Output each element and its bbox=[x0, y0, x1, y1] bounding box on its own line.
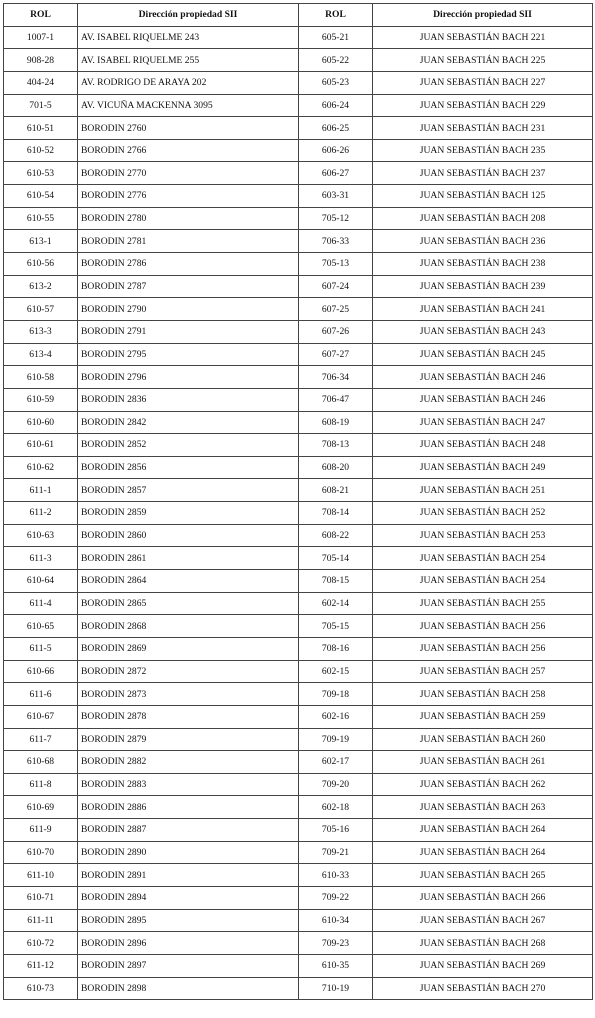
address-left-cell: BORODIN 2781 bbox=[78, 230, 299, 253]
address-left-cell: BORODIN 2787 bbox=[78, 275, 299, 298]
address-left-cell: BORODIN 2896 bbox=[78, 932, 299, 955]
rol-right-cell: 705-16 bbox=[299, 819, 373, 842]
rol-left-cell: 611-5 bbox=[4, 637, 78, 660]
rol-right-cell: 605-21 bbox=[299, 26, 373, 49]
rol-left-cell: 610-61 bbox=[4, 434, 78, 457]
table-row bbox=[4, 162, 593, 185]
address-left-cell: BORODIN 2864 bbox=[78, 570, 299, 593]
rol-right-cell: 708-15 bbox=[299, 570, 373, 593]
rol-right-cell: 607-26 bbox=[299, 320, 373, 343]
address-right-cell: JUAN SEBASTIÁN BACH 266 bbox=[373, 886, 593, 909]
rol-right-cell: 708-13 bbox=[299, 434, 373, 457]
address-right-cell: JUAN SEBASTIÁN BACH 236 bbox=[373, 230, 593, 253]
rol-right-cell: 606-24 bbox=[299, 94, 373, 117]
rol-right-cell: 602-18 bbox=[299, 796, 373, 819]
address-left-cell: BORODIN 2852 bbox=[78, 434, 299, 457]
rol-right-cell: 602-16 bbox=[299, 705, 373, 728]
address-left-cell: AV. VICUÑA MACKENNA 3095 bbox=[78, 94, 299, 117]
address-left-cell: BORODIN 2796 bbox=[78, 366, 299, 389]
rol-left-cell: 610-62 bbox=[4, 456, 78, 479]
rol-right-cell: 607-27 bbox=[299, 343, 373, 366]
rol-left-cell: 610-69 bbox=[4, 796, 78, 819]
address-right-cell: JUAN SEBASTIÁN BACH 258 bbox=[373, 683, 593, 706]
table-row bbox=[4, 909, 593, 932]
table-row bbox=[4, 26, 593, 49]
table-body bbox=[4, 26, 593, 1000]
address-right-cell: JUAN SEBASTIÁN BACH 253 bbox=[373, 524, 593, 547]
rol-left-cell: 613-1 bbox=[4, 230, 78, 253]
table-header-row bbox=[4, 4, 593, 27]
rol-left-cell: 908-28 bbox=[4, 49, 78, 72]
address-left-cell: BORODIN 2895 bbox=[78, 909, 299, 932]
address-left-cell: BORODIN 2857 bbox=[78, 479, 299, 502]
address-right-cell: JUAN SEBASTIÁN BACH 247 bbox=[373, 411, 593, 434]
rol-left-cell: 610-63 bbox=[4, 524, 78, 547]
table-row bbox=[4, 592, 593, 615]
address-left-cell: BORODIN 2795 bbox=[78, 343, 299, 366]
address-left-cell: BORODIN 2760 bbox=[78, 117, 299, 140]
address-left-cell: BORODIN 2786 bbox=[78, 253, 299, 276]
address-left-cell: BORODIN 2856 bbox=[78, 456, 299, 479]
rol-right-cell: 606-26 bbox=[299, 139, 373, 162]
address-left-cell: BORODIN 2861 bbox=[78, 547, 299, 570]
address-right-cell: JUAN SEBASTIÁN BACH 208 bbox=[373, 207, 593, 230]
address-right-cell: JUAN SEBASTIÁN BACH 225 bbox=[373, 49, 593, 72]
table-row bbox=[4, 434, 593, 457]
rol-left-cell: 611-4 bbox=[4, 592, 78, 615]
address-left-cell: BORODIN 2882 bbox=[78, 751, 299, 774]
address-right-cell: JUAN SEBASTIÁN BACH 252 bbox=[373, 502, 593, 525]
address-left-cell: BORODIN 2883 bbox=[78, 773, 299, 796]
address-right-cell: JUAN SEBASTIÁN BACH 249 bbox=[373, 456, 593, 479]
rol-right-cell: 710-19 bbox=[299, 977, 373, 1000]
table-row bbox=[4, 864, 593, 887]
address-left-cell: BORODIN 2836 bbox=[78, 388, 299, 411]
address-right-cell: JUAN SEBASTIÁN BACH 254 bbox=[373, 570, 593, 593]
rol-left-cell: 610-60 bbox=[4, 411, 78, 434]
address-right-cell: JUAN SEBASTIÁN BACH 229 bbox=[373, 94, 593, 117]
rol-right-cell: 709-18 bbox=[299, 683, 373, 706]
address-right-cell: JUAN SEBASTIÁN BACH 259 bbox=[373, 705, 593, 728]
address-right-cell: JUAN SEBASTIÁN BACH 256 bbox=[373, 615, 593, 638]
table-row bbox=[4, 253, 593, 276]
rol-right-cell: 705-15 bbox=[299, 615, 373, 638]
rol-left-cell: 610-73 bbox=[4, 977, 78, 1000]
address-right-cell: JUAN SEBASTIÁN BACH 254 bbox=[373, 547, 593, 570]
rol-left-cell: 1007-1 bbox=[4, 26, 78, 49]
rol-left-cell: 610-51 bbox=[4, 117, 78, 140]
table-row bbox=[4, 886, 593, 909]
table-row bbox=[4, 570, 593, 593]
address-right-cell: JUAN SEBASTIÁN BACH 248 bbox=[373, 434, 593, 457]
address-left-cell: AV. RODRIGO DE ARAYA 202 bbox=[78, 71, 299, 94]
rol-right-cell: 610-34 bbox=[299, 909, 373, 932]
rol-right-cell: 709-21 bbox=[299, 841, 373, 864]
address-left-cell: BORODIN 2890 bbox=[78, 841, 299, 864]
table-row bbox=[4, 615, 593, 638]
table-row bbox=[4, 94, 593, 117]
address-left-cell: BORODIN 2878 bbox=[78, 705, 299, 728]
table-row bbox=[4, 320, 593, 343]
table-row bbox=[4, 796, 593, 819]
rol-right-cell: 708-16 bbox=[299, 637, 373, 660]
rol-right-cell: 706-34 bbox=[299, 366, 373, 389]
table-row bbox=[4, 117, 593, 140]
address-right-cell: JUAN SEBASTIÁN BACH 241 bbox=[373, 298, 593, 321]
address-right-cell: JUAN SEBASTIÁN BACH 238 bbox=[373, 253, 593, 276]
table-row bbox=[4, 977, 593, 1000]
address-right-cell: JUAN SEBASTIÁN BACH 260 bbox=[373, 728, 593, 751]
table-row bbox=[4, 660, 593, 683]
address-right-cell: JUAN SEBASTIÁN BACH 257 bbox=[373, 660, 593, 683]
table-row bbox=[4, 502, 593, 525]
header-rol-right: ROL bbox=[299, 4, 373, 27]
rol-left-cell: 701-5 bbox=[4, 94, 78, 117]
address-right-cell: JUAN SEBASTIÁN BACH 265 bbox=[373, 864, 593, 887]
rol-left-cell: 610-70 bbox=[4, 841, 78, 864]
rol-left-cell: 610-72 bbox=[4, 932, 78, 955]
table-row bbox=[4, 479, 593, 502]
rol-right-cell: 607-25 bbox=[299, 298, 373, 321]
rol-right-cell: 602-15 bbox=[299, 660, 373, 683]
table-row bbox=[4, 275, 593, 298]
address-left-cell: BORODIN 2791 bbox=[78, 320, 299, 343]
rol-left-cell: 610-59 bbox=[4, 388, 78, 411]
rol-right-cell: 708-14 bbox=[299, 502, 373, 525]
address-right-cell: JUAN SEBASTIÁN BACH 237 bbox=[373, 162, 593, 185]
address-left-cell: BORODIN 2898 bbox=[78, 977, 299, 1000]
rol-left-cell: 611-8 bbox=[4, 773, 78, 796]
address-left-cell: AV. ISABEL RIQUELME 243 bbox=[78, 26, 299, 49]
rol-left-cell: 610-55 bbox=[4, 207, 78, 230]
property-roles-table bbox=[3, 3, 593, 1000]
address-right-cell: JUAN SEBASTIÁN BACH 246 bbox=[373, 388, 593, 411]
address-left-cell: BORODIN 2868 bbox=[78, 615, 299, 638]
address-right-cell: JUAN SEBASTIÁN BACH 264 bbox=[373, 841, 593, 864]
rol-right-cell: 607-24 bbox=[299, 275, 373, 298]
table-row bbox=[4, 343, 593, 366]
rol-right-cell: 709-23 bbox=[299, 932, 373, 955]
address-right-cell: JUAN SEBASTIÁN BACH 239 bbox=[373, 275, 593, 298]
table-row bbox=[4, 456, 593, 479]
rol-left-cell: 613-3 bbox=[4, 320, 78, 343]
address-left-cell: BORODIN 2790 bbox=[78, 298, 299, 321]
rol-left-cell: 610-52 bbox=[4, 139, 78, 162]
table-row bbox=[4, 841, 593, 864]
address-right-cell: JUAN SEBASTIÁN BACH 231 bbox=[373, 117, 593, 140]
rol-left-cell: 613-4 bbox=[4, 343, 78, 366]
rol-left-cell: 610-64 bbox=[4, 570, 78, 593]
address-right-cell: JUAN SEBASTIÁN BACH 221 bbox=[373, 26, 593, 49]
address-left-cell: BORODIN 2891 bbox=[78, 864, 299, 887]
rol-left-cell: 611-10 bbox=[4, 864, 78, 887]
table-row bbox=[4, 139, 593, 162]
table-row bbox=[4, 230, 593, 253]
rol-left-cell: 611-11 bbox=[4, 909, 78, 932]
address-left-cell: BORODIN 2770 bbox=[78, 162, 299, 185]
table-row bbox=[4, 298, 593, 321]
address-left-cell: BORODIN 2897 bbox=[78, 954, 299, 977]
address-right-cell: JUAN SEBASTIÁN BACH 267 bbox=[373, 909, 593, 932]
rol-right-cell: 706-47 bbox=[299, 388, 373, 411]
address-left-cell: BORODIN 2894 bbox=[78, 886, 299, 909]
address-left-cell: BORODIN 2869 bbox=[78, 637, 299, 660]
address-right-cell: JUAN SEBASTIÁN BACH 262 bbox=[373, 773, 593, 796]
address-right-cell: JUAN SEBASTIÁN BACH 245 bbox=[373, 343, 593, 366]
rol-left-cell: 613-2 bbox=[4, 275, 78, 298]
table-row bbox=[4, 932, 593, 955]
address-right-cell: JUAN SEBASTIÁN BACH 246 bbox=[373, 366, 593, 389]
address-left-cell: BORODIN 2860 bbox=[78, 524, 299, 547]
address-left-cell: BORODIN 2865 bbox=[78, 592, 299, 615]
table-row bbox=[4, 207, 593, 230]
rol-left-cell: 610-71 bbox=[4, 886, 78, 909]
rol-right-cell: 606-27 bbox=[299, 162, 373, 185]
rol-left-cell: 611-3 bbox=[4, 547, 78, 570]
table-row bbox=[4, 524, 593, 547]
table-row bbox=[4, 71, 593, 94]
table-row bbox=[4, 819, 593, 842]
address-right-cell: JUAN SEBASTIÁN BACH 125 bbox=[373, 185, 593, 208]
rol-right-cell: 705-14 bbox=[299, 547, 373, 570]
rol-left-cell: 610-56 bbox=[4, 253, 78, 276]
address-left-cell: BORODIN 2766 bbox=[78, 139, 299, 162]
rol-left-cell: 610-54 bbox=[4, 185, 78, 208]
header-address-left: Dirección propiedad SII bbox=[78, 4, 299, 27]
table-row bbox=[4, 547, 593, 570]
address-left-cell: BORODIN 2780 bbox=[78, 207, 299, 230]
rol-right-cell: 706-33 bbox=[299, 230, 373, 253]
table-row bbox=[4, 751, 593, 774]
rol-right-cell: 709-22 bbox=[299, 886, 373, 909]
rol-left-cell: 610-57 bbox=[4, 298, 78, 321]
table-row bbox=[4, 388, 593, 411]
rol-left-cell: 610-65 bbox=[4, 615, 78, 638]
table-row bbox=[4, 954, 593, 977]
rol-right-cell: 608-21 bbox=[299, 479, 373, 502]
address-right-cell: JUAN SEBASTIÁN BACH 261 bbox=[373, 751, 593, 774]
rol-left-cell: 610-68 bbox=[4, 751, 78, 774]
address-right-cell: JUAN SEBASTIÁN BACH 269 bbox=[373, 954, 593, 977]
address-left-cell: BORODIN 2879 bbox=[78, 728, 299, 751]
rol-right-cell: 610-33 bbox=[299, 864, 373, 887]
table-row bbox=[4, 728, 593, 751]
address-left-cell: BORODIN 2842 bbox=[78, 411, 299, 434]
rol-right-cell: 608-22 bbox=[299, 524, 373, 547]
address-right-cell: JUAN SEBASTIÁN BACH 268 bbox=[373, 932, 593, 955]
address-left-cell: AV. ISABEL RIQUELME 255 bbox=[78, 49, 299, 72]
address-left-cell: BORODIN 2776 bbox=[78, 185, 299, 208]
table-row bbox=[4, 366, 593, 389]
rol-right-cell: 606-25 bbox=[299, 117, 373, 140]
rol-right-cell: 608-19 bbox=[299, 411, 373, 434]
table-row bbox=[4, 773, 593, 796]
table-row bbox=[4, 683, 593, 706]
rol-right-cell: 603-31 bbox=[299, 185, 373, 208]
address-right-cell: JUAN SEBASTIÁN BACH 227 bbox=[373, 71, 593, 94]
rol-left-cell: 611-2 bbox=[4, 502, 78, 525]
rol-left-cell: 404-24 bbox=[4, 71, 78, 94]
rol-left-cell: 611-12 bbox=[4, 954, 78, 977]
address-right-cell: JUAN SEBASTIÁN BACH 270 bbox=[373, 977, 593, 1000]
rol-left-cell: 610-53 bbox=[4, 162, 78, 185]
rol-right-cell: 610-35 bbox=[299, 954, 373, 977]
rol-left-cell: 610-66 bbox=[4, 660, 78, 683]
rol-left-cell: 610-67 bbox=[4, 705, 78, 728]
address-right-cell: JUAN SEBASTIÁN BACH 255 bbox=[373, 592, 593, 615]
address-right-cell: JUAN SEBASTIÁN BACH 256 bbox=[373, 637, 593, 660]
rol-right-cell: 709-19 bbox=[299, 728, 373, 751]
rol-left-cell: 610-58 bbox=[4, 366, 78, 389]
address-right-cell: JUAN SEBASTIÁN BACH 264 bbox=[373, 819, 593, 842]
table-row bbox=[4, 637, 593, 660]
address-left-cell: BORODIN 2859 bbox=[78, 502, 299, 525]
rol-left-cell: 611-9 bbox=[4, 819, 78, 842]
rol-right-cell: 605-22 bbox=[299, 49, 373, 72]
rol-left-cell: 611-1 bbox=[4, 479, 78, 502]
rol-left-cell: 611-6 bbox=[4, 683, 78, 706]
address-left-cell: BORODIN 2872 bbox=[78, 660, 299, 683]
rol-right-cell: 608-20 bbox=[299, 456, 373, 479]
rol-right-cell: 602-14 bbox=[299, 592, 373, 615]
address-left-cell: BORODIN 2887 bbox=[78, 819, 299, 842]
address-right-cell: JUAN SEBASTIÁN BACH 243 bbox=[373, 320, 593, 343]
rol-right-cell: 705-12 bbox=[299, 207, 373, 230]
rol-left-cell: 611-7 bbox=[4, 728, 78, 751]
header-rol-left: ROL bbox=[4, 4, 78, 27]
table-row bbox=[4, 705, 593, 728]
rol-right-cell: 605-23 bbox=[299, 71, 373, 94]
table-row bbox=[4, 49, 593, 72]
address-left-cell: BORODIN 2873 bbox=[78, 683, 299, 706]
address-left-cell: BORODIN 2886 bbox=[78, 796, 299, 819]
rol-right-cell: 709-20 bbox=[299, 773, 373, 796]
address-right-cell: JUAN SEBASTIÁN BACH 263 bbox=[373, 796, 593, 819]
header-address-right: Dirección propiedad SII bbox=[373, 4, 593, 27]
table-row bbox=[4, 411, 593, 434]
table-row bbox=[4, 185, 593, 208]
address-right-cell: JUAN SEBASTIÁN BACH 251 bbox=[373, 479, 593, 502]
address-right-cell: JUAN SEBASTIÁN BACH 235 bbox=[373, 139, 593, 162]
rol-right-cell: 602-17 bbox=[299, 751, 373, 774]
rol-right-cell: 705-13 bbox=[299, 253, 373, 276]
